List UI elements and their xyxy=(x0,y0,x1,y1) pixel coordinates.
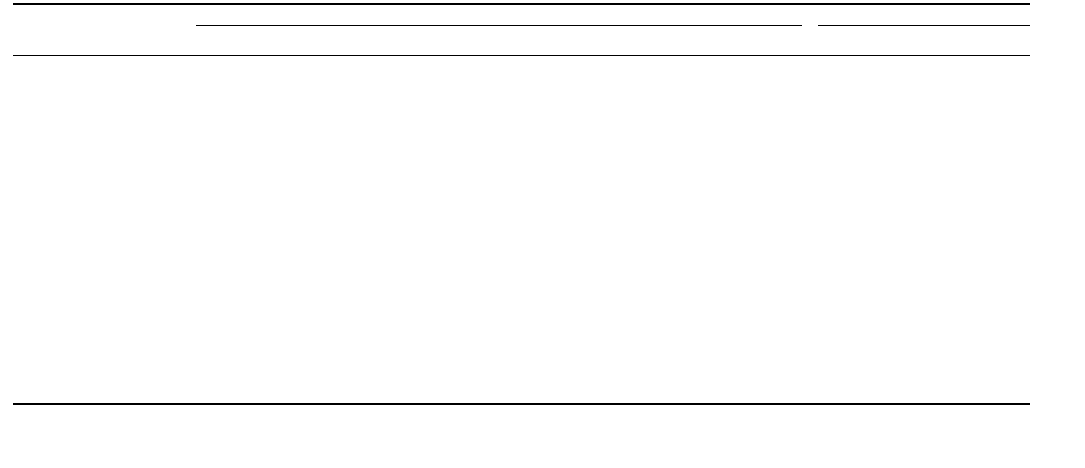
table-top-rule xyxy=(13,3,1030,5)
tolerance-rule xyxy=(818,25,1030,26)
table-bottom-rule xyxy=(13,403,1030,405)
header-bottom-rule xyxy=(13,55,1030,56)
wire-diameter-rule xyxy=(196,25,802,26)
